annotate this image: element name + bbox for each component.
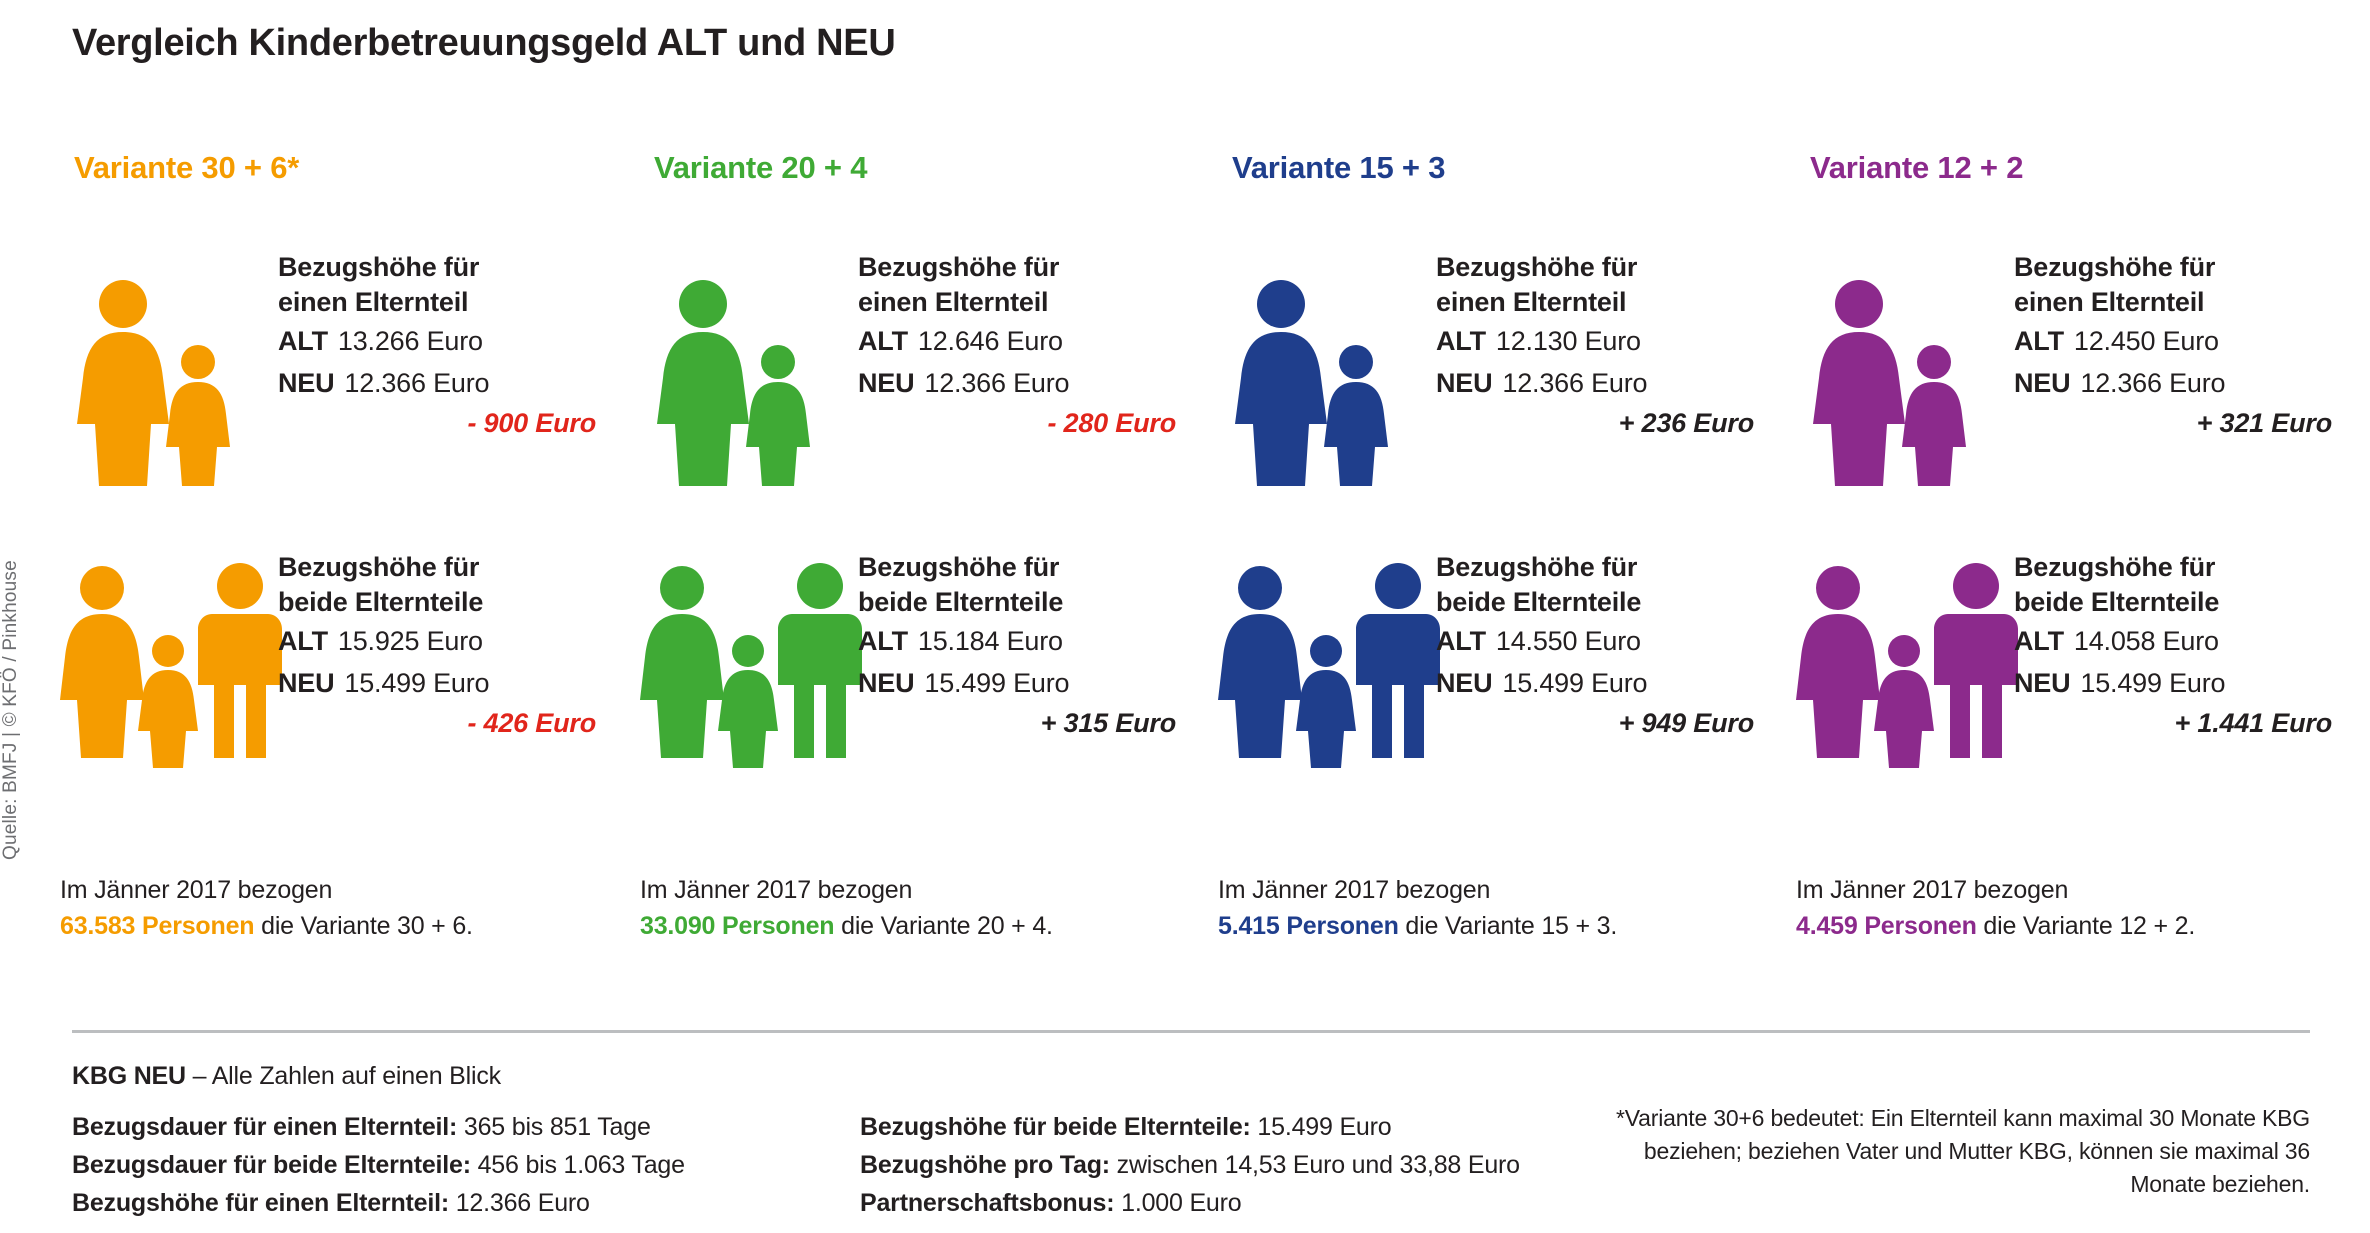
label-line-1: Bezugshöhe für [278,252,480,282]
amount-alt: 15.184 Euro [917,626,1063,656]
persons-note [60,872,620,944]
single-parent-values [1436,250,1796,439]
variant-column-15-3 [1218,150,1796,940]
value-neu [2014,362,2370,404]
label-line-1: Bezugshöhe für [2014,552,2216,582]
value-neu [278,362,638,404]
label-line-1: Bezugshöhe für [1436,252,1638,282]
amount-neu: 15.499 Euro [924,668,1070,698]
single-parent-block [640,210,1218,510]
single-parent-block [60,210,638,510]
value-neu [1436,662,1796,704]
amount-neu: 12.366 Euro [2080,368,2226,398]
footer-heading-strong: KBG NEU [72,1062,186,1090]
both-parents-block [640,510,1218,810]
tag-alt: ALT [1436,626,1486,656]
footer-line [860,1184,1700,1222]
both-parents-values [278,550,638,739]
footer-line-label: Bezugshöhe für einen Elternteil: [72,1189,449,1217]
tag-neu: NEU [2014,668,2071,698]
footer-line [860,1146,1700,1184]
footer-line [860,1108,1700,1146]
persons-line [60,908,620,944]
value-alt [278,320,638,362]
persons-count: 5.415 [1218,912,1280,940]
footer-line [72,1146,872,1184]
persons-word: Personen [142,912,255,940]
tag-alt: ALT [278,326,328,356]
figure-mother-child [60,270,290,500]
footer-line-value: zwischen 14,53 Euro und 33,88 Euro [1109,1151,1520,1179]
amount-neu: 15.499 Euro [2080,668,2226,698]
persons-count: 4.459 [1796,912,1858,940]
amount-alt: 14.058 Euro [2073,626,2219,656]
variant-heading: Variante 30 + 6* [74,150,300,185]
value-alt [1436,620,1796,662]
delta-value: + 321 Euro [2196,408,2332,438]
both-parents-values [1436,550,1796,739]
tag-neu: NEU [278,668,335,698]
footer-line-value: 12.366 Euro [448,1189,590,1217]
label-line-2: einen Elternteil [278,287,469,317]
variant-heading: Variante 20 + 4 [654,150,868,185]
single-parent-block [1218,210,1796,510]
delta-value: + 949 Euro [1618,708,1754,738]
both-parents-block [1218,510,1796,810]
label-line-2: einen Elternteil [1436,287,1627,317]
value-neu [858,362,1218,404]
persons-suffix: die Variante 20 + 4. [841,912,1053,940]
persons-prefix: Im Jänner 2017 bezogen [60,876,333,904]
tag-neu: NEU [2014,368,2071,398]
both-parents-block [1796,510,2370,810]
footer-heading [72,1062,501,1091]
delta-value: - 900 Euro [467,408,596,438]
delta-value: + 236 Euro [1618,408,1754,438]
source-credit: Quelle: BMFJ | © KFÖ / Pinkhouse [0,560,21,860]
variant-column-30-6 [60,150,638,940]
both-parents-values [858,550,1218,739]
figure-family [1218,558,1448,788]
value-alt [1436,320,1796,362]
figure-family [1796,558,2026,788]
value-neu [1436,362,1796,404]
single-parent-block [1796,210,2370,510]
label-line-2: beide Elternteile [1436,587,1642,617]
both-parents-block [60,510,638,810]
amount-neu: 15.499 Euro [344,668,490,698]
footer-line [72,1184,872,1222]
persons-suffix: die Variante 15 + 3. [1405,912,1618,940]
value-alt [278,620,638,662]
footer-line-value: 15.499 Euro [1250,1113,1392,1141]
label-line-2: beide Elternteile [278,587,484,617]
tag-neu: NEU [858,668,915,698]
label-line-1: Bezugshöhe für [1436,552,1638,582]
tag-alt: ALT [858,626,908,656]
persons-count: 63.583 [60,912,136,940]
value-neu [278,662,638,704]
footer-heading-rest: – Alle Zahlen auf einen Blick [185,1062,501,1090]
persons-line [640,908,1200,944]
delta-value: - 426 Euro [467,708,596,738]
amount-alt: 12.130 Euro [1495,326,1641,356]
footer-line [72,1108,872,1146]
amount-neu: 12.366 Euro [344,368,490,398]
tag-neu: NEU [278,368,335,398]
variant-heading: Variante 12 + 2 [1810,150,2024,185]
persons-suffix: die Variante 12 + 2. [1983,912,2196,940]
footer-column-middle [860,1108,1700,1222]
label-line-2: einen Elternteil [2014,287,2205,317]
variant-column-20-4 [640,150,1218,940]
persons-word: Personen [1864,912,1977,940]
label-line-1: Bezugshöhe für [2014,252,2216,282]
tag-alt: ALT [858,326,908,356]
value-neu [858,662,1218,704]
footnote: *Variante 30+6 bedeutet: Ein Elternteil kann maximal 30 Monate KBG beziehen; beziehen Vater und Mutter KBG, können sie maximal 36 Monate beziehen. [1615,1105,2310,1197]
amount-neu: 12.366 Euro [1502,368,1648,398]
amount-alt: 13.266 Euro [337,326,483,356]
persons-prefix: Im Jänner 2017 bezogen [1218,876,1491,904]
label-line-2: beide Elternteile [858,587,1064,617]
persons-suffix: die Variante 30 + 6. [261,912,473,940]
persons-note [1796,872,2356,944]
tag-alt: ALT [2014,326,2064,356]
tag-neu: NEU [1436,668,1493,698]
tag-neu: NEU [858,368,915,398]
persons-line [1218,908,1778,944]
value-alt [858,320,1218,362]
single-parent-values [278,250,638,439]
label-line-2: beide Elternteile [2014,587,2220,617]
amount-alt: 12.450 Euro [2073,326,2219,356]
amount-alt: 14.550 Euro [1495,626,1641,656]
footer-line-label: Partnerschaftsbonus: [860,1189,1115,1217]
footer-line-value: 456 bis 1.063 Tage [470,1151,685,1179]
tag-alt: ALT [278,626,328,656]
footer-line-label: Bezugshöhe pro Tag: [860,1151,1110,1179]
tag-alt: ALT [2014,626,2064,656]
variant-column-12-2 [1796,150,2370,940]
variant-columns [0,150,2370,1000]
figure-mother-child [1796,270,2026,500]
value-alt [2014,620,2370,662]
footer-line-label: Bezugsdauer für einen Elternteil: [72,1113,458,1141]
delta-value: + 315 Euro [1040,708,1176,738]
label-line-1: Bezugshöhe für [858,252,1060,282]
value-alt [2014,320,2370,362]
single-parent-values [858,250,1218,439]
single-parent-values [2014,250,2370,439]
persons-word: Personen [722,912,835,940]
persons-prefix: Im Jänner 2017 bezogen [1796,876,2069,904]
amount-alt: 12.646 Euro [917,326,1063,356]
label-line-2: einen Elternteil [858,287,1049,317]
label-line-1: Bezugshöhe für [278,552,480,582]
persons-note [1218,872,1778,944]
tag-alt: ALT [1436,326,1486,356]
page-title: Vergleich Kinderbetreuungsgeld ALT und NEU [72,22,896,64]
figure-family [60,558,290,788]
persons-prefix: Im Jänner 2017 bezogen [640,876,913,904]
delta-value: - 280 Euro [1047,408,1176,438]
figure-family [640,558,870,788]
label-line-1: Bezugshöhe für [858,552,1060,582]
footer-line-label: Bezugsdauer für beide Elternteile: [72,1151,471,1179]
persons-word: Personen [1286,912,1399,940]
amount-neu: 12.366 Euro [924,368,1070,398]
both-parents-values [2014,550,2370,739]
footer-column-left [72,1108,872,1222]
amount-alt: 15.925 Euro [337,626,483,656]
variant-heading: Variante 15 + 3 [1232,150,1446,185]
delta-value: + 1.441 Euro [2174,708,2332,738]
amount-neu: 15.499 Euro [1502,668,1648,698]
footer-line-value: 365 bis 851 Tage [457,1113,651,1141]
persons-count: 33.090 [640,912,716,940]
persons-note [640,872,1200,944]
footer-divider [72,1030,2310,1033]
figure-mother-child [640,270,870,500]
persons-line [1796,908,2356,944]
figure-mother-child [1218,270,1448,500]
value-alt [858,620,1218,662]
tag-neu: NEU [1436,368,1493,398]
footer-line-value: 1.000 Euro [1114,1189,1242,1217]
footer-line-label: Bezugshöhe für beide Elternteile: [860,1113,1251,1141]
value-neu [2014,662,2370,704]
